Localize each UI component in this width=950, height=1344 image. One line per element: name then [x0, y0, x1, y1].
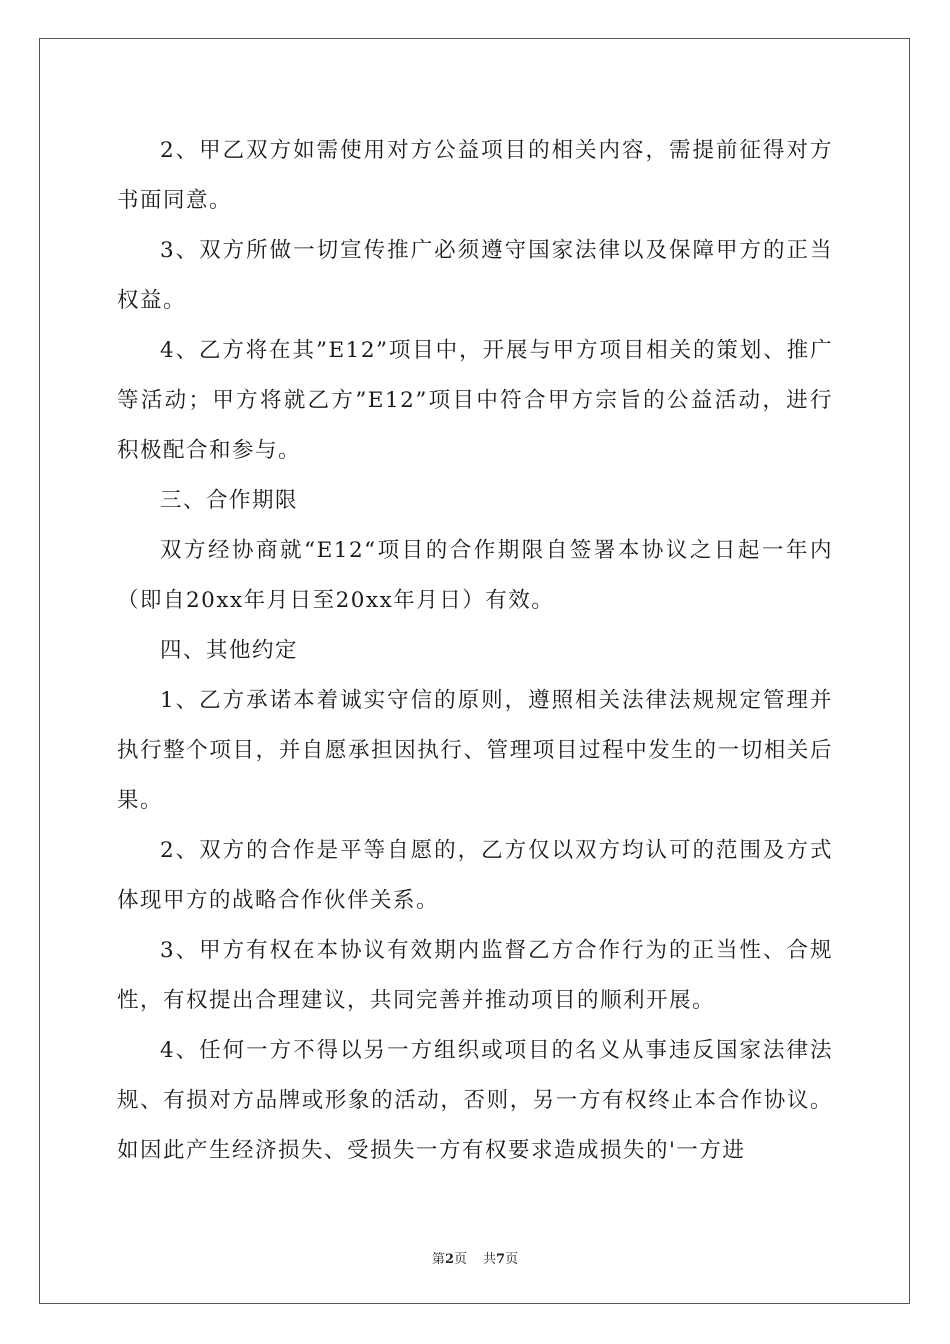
paragraph: 4、乙方将在其”E12”项目中，开展与甲方项目相关的策划、推广等活动；甲方将就乙方”E12”项目中符合甲方宗旨的公益活动，进行积极配合和参与。: [117, 338, 833, 463]
paragraph: 双方经协商就“E12“项目的合作期限自签署本协议之日起一年内（即自20xx年月日至20xx年月日）有效。: [117, 538, 833, 613]
paragraph: 3、甲方有权在本协议有效期内监督乙方合作行为的正当性、合规性，有权提出合理建议，共同完善并推动项目的顺利开展。: [117, 938, 833, 1013]
section-heading: 三、合作期限: [160, 488, 299, 513]
paragraph: 4、任何一方不得以另一方组织或项目的名义从事违反国家法律法规、有损对方品牌或形象的活动，否则，另一方有权终止本合作协议。如因此产生经济损失、受损失一方有权要求造成损失的'一方进: [117, 1038, 833, 1163]
section-heading: 四、其他约定: [160, 638, 299, 663]
paragraph: 3、双方所做一切宣传推广必须遵守国家法律以及保障甲方的正当权益。: [117, 238, 833, 313]
paragraph: 2、甲乙双方如需使用对方公益项目的相关内容，需提前征得对方书面同意。: [117, 138, 833, 213]
document-body: [117, 126, 833, 1176]
page-total-prefix: 共: [483, 1252, 497, 1267]
page-number-prefix: 第: [431, 1252, 445, 1267]
paragraph: 1、乙方承诺本着诚实守信的原则，遵照相关法律法规规定管理并执行整个项目，并自愿承担因执行、管理项目过程中发生的一切相关后果。: [117, 688, 833, 813]
page-number-suffix: 页: [453, 1252, 467, 1267]
page-footer: [0, 1248, 950, 1267]
page-number-current: 2: [444, 1252, 454, 1267]
page-total: 7: [496, 1252, 506, 1267]
paragraph: 2、双方的合作是平等自愿的，乙方仅以双方均认可的范围及方式体现甲方的战略合作伙伴关系。: [117, 838, 833, 913]
page-total-suffix: 页: [505, 1252, 519, 1267]
